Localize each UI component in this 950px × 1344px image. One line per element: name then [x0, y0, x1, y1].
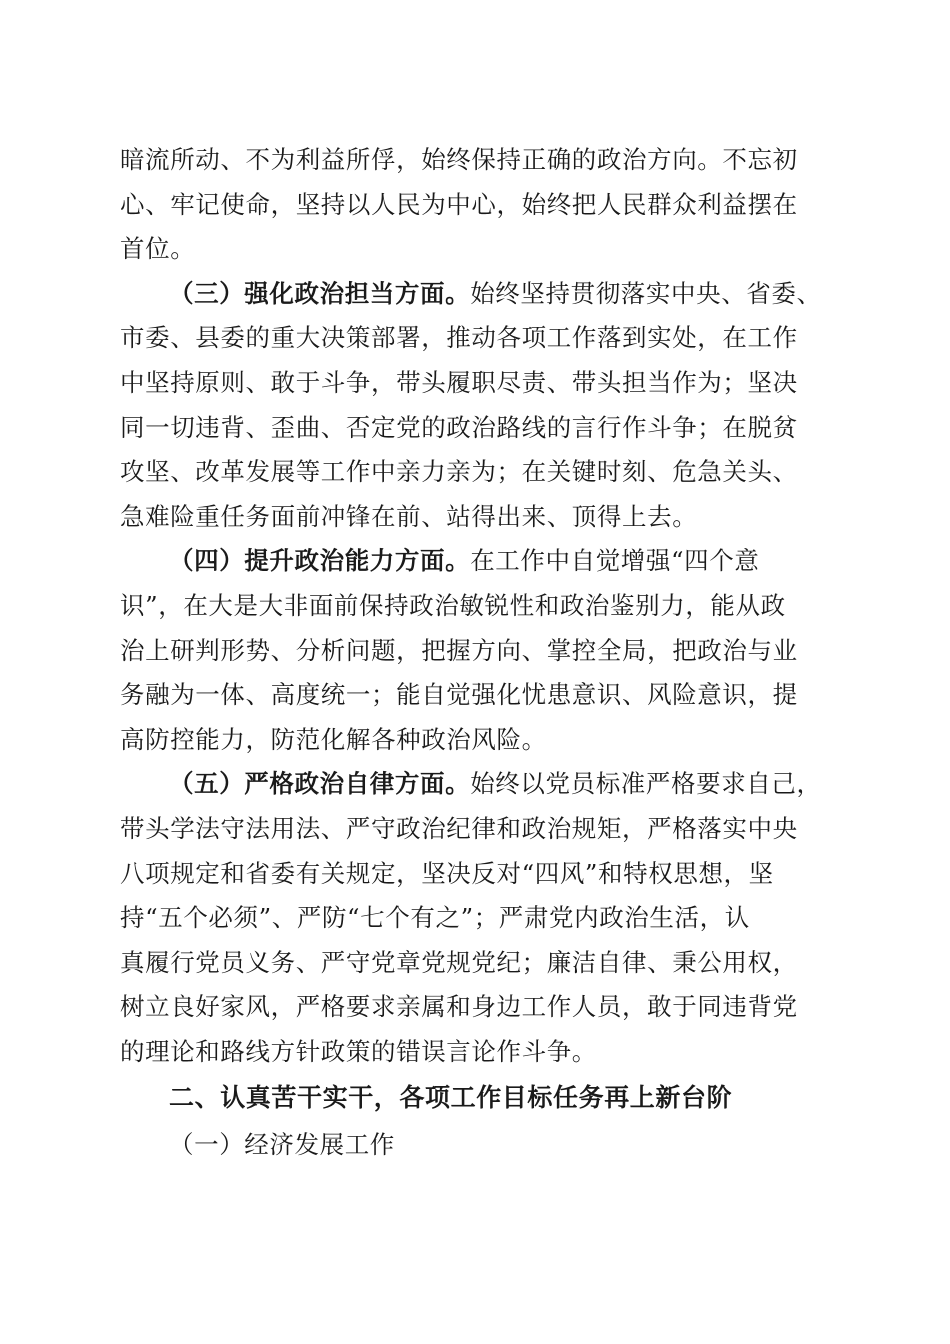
text-line: 高防控能力，防范化解各种政治风险。	[120, 724, 547, 754]
document-page	[120, 138, 832, 1168]
paragraph-political-responsibility	[120, 272, 832, 540]
text-run: 始终以党员标准严格要求自己，	[470, 769, 822, 799]
paragraph-continuation	[120, 138, 832, 272]
text-line: 市委、县委的重大决策部署，推动各项工作落到实处，在工作	[120, 323, 798, 353]
paragraph-first-line	[120, 272, 832, 317]
text-line: 务融为一体、高度统一；能自觉强化忧患意识、风险意识，提	[120, 680, 798, 710]
text-line: 识”，在大是大非面前保持政治敏锐性和政治鉴别力，能从政	[120, 590, 786, 620]
text-line: 中坚持原则、敢于斗争，带头履职尽责、带头担当作为；坚决	[120, 367, 798, 397]
text-line: 树立良好家风，严格要求亲属和身边工作人员，敢于同违背党	[120, 992, 798, 1022]
text-line: 心、牢记使命，坚持以人民为中心，始终把人民群众利益摆在	[120, 189, 798, 219]
sub-heading: （一）经济发展工作	[169, 1130, 395, 1160]
section-heading: 二、认真苦干实干，各项工作目标任务再上新台阶	[169, 1083, 733, 1113]
text-line: 暗流所动、不为利益所俘，始终保持正确的政治方向。不忘初	[120, 145, 798, 174]
paragraph-first-line	[120, 762, 832, 807]
paragraph-title: （四）提升政治能力方面。	[169, 546, 471, 576]
text-line: 急难险重任务面前冲锋在前、站得出来、顶得上去。	[120, 501, 698, 531]
text-line: 带头学法守法用法、严守政治纪律和政治规矩，严格落实中央	[120, 813, 798, 843]
text-run: 在工作中自觉增强“四个意	[470, 546, 760, 576]
text-line: 首位。	[120, 234, 196, 264]
text-line: 攻坚、改革发展等工作中亲力亲为；在关键时刻、危急关头、	[120, 457, 798, 487]
text-run: 始终坚持贯彻落实中央、省委、	[470, 278, 822, 308]
text-line: 八项规定和省委有关规定，坚决反对“四风”和特权思想，坚	[120, 858, 774, 888]
paragraph-political-ability	[120, 539, 832, 762]
text-line: 治上研判形势、分析问题，把握方向、掌控全局，把政治与业	[120, 635, 798, 665]
paragraph-title: （三）强化政治担当方面。	[169, 278, 471, 308]
paragraph-political-discipline	[120, 762, 832, 1074]
text-line: 真履行党员义务、严守党章党规党纪；廉洁自律、秉公用权，	[120, 947, 798, 977]
paragraph-title: （五）严格政治自律方面。	[169, 769, 471, 799]
text-line: 持“五个必须”、严防“七个有之”；严肃党内政治生活，认	[120, 903, 750, 933]
text-line: 同一切违背、歪曲、否定党的政治路线的言行作斗争；在脱贫	[120, 412, 798, 442]
paragraph-first-line	[120, 539, 832, 584]
text-line: 的理论和路线方针政策的错误言论作斗争。	[120, 1036, 597, 1066]
